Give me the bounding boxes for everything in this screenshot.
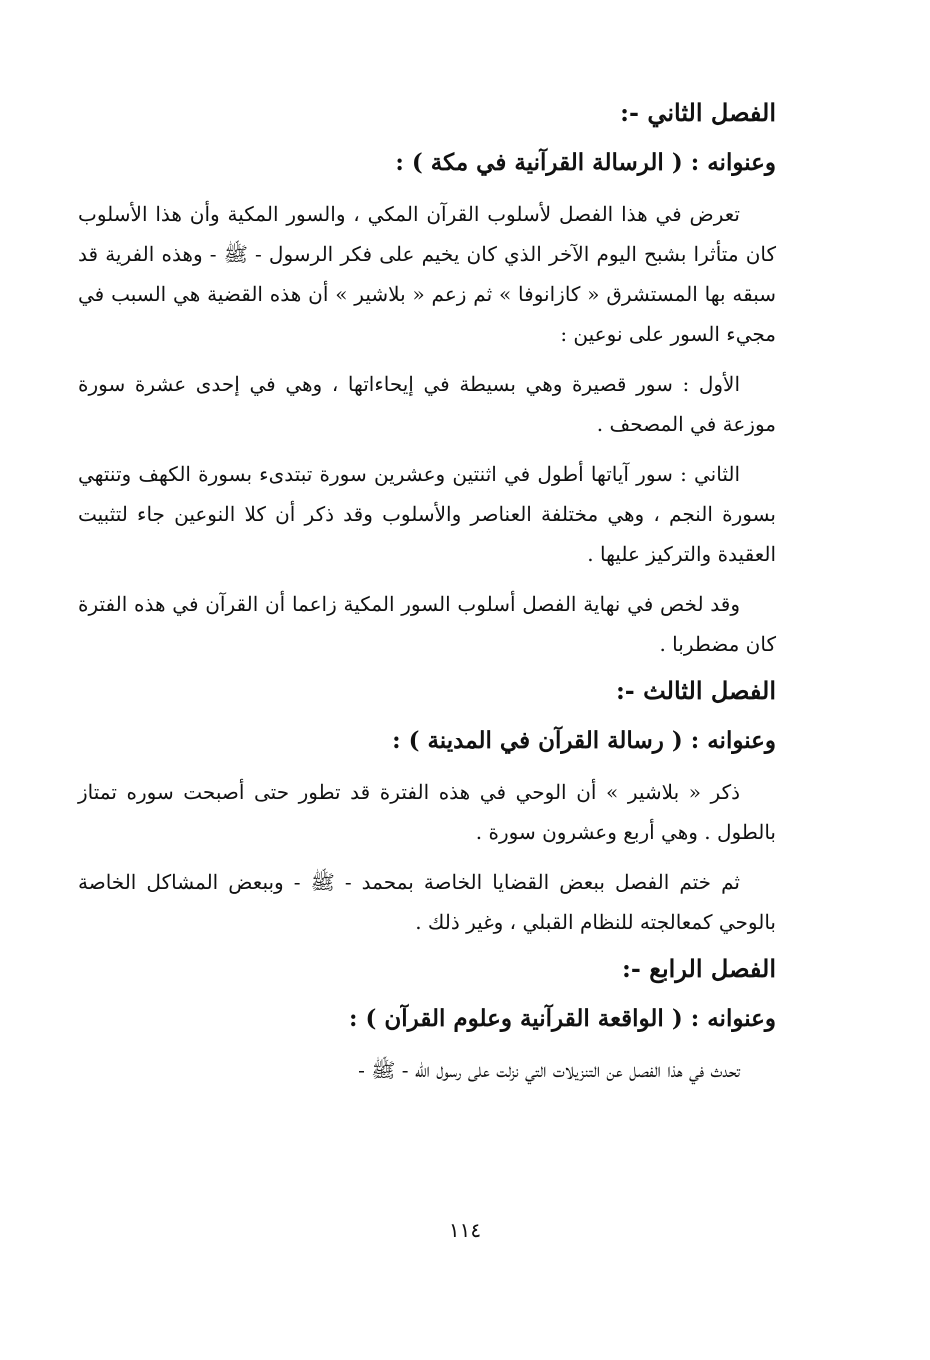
section-3 xyxy=(78,674,776,942)
paragraph: الثاني : سور آياتها أطول في اثنتين وعشرين سورة تبتدىء بسورة الكهف وتنتهي بسورة النجم ، وهي مختلفة العناصر والأسلوب وقد ذكر أن كلا النوعين جاء لتثبيت العقيدة والتركيز عليها . xyxy=(78,462,776,566)
section-heading: الفصل الرابع -: xyxy=(622,954,776,983)
paragraph: ثم ختم الفصل ببعض القضايا الخاصة بمحمد - ﷺ - وببعض المشاكل الخاصة بالوحي كمعالجته للنظام القبلي ، وغير ذلك . xyxy=(78,870,776,934)
section-heading: الفصل الثاني -: xyxy=(620,98,776,127)
document-body xyxy=(78,96,776,1100)
section-4 xyxy=(78,952,776,1090)
paragraph: تعرض في هذا الفصل لأسلوب القرآن المكي ، والسور المكية وأن هذا الأسلوب كان متأثرا بشبح اليوم الآخر الذي كان يخيم على فكر الرسول - ﷺ - وهذه الفرية قد سبقه بها المستشرق « كازانوفا » ثم زعم « بلاشير » أن هذه القضية هي السبب في مجيء السور على نوعين : xyxy=(78,202,776,346)
section-subtitle: وعنوانه : ( رسالة القرآن في المدينة ) : xyxy=(392,727,776,754)
paragraph: الأول : سور قصيرة وهي بسيطة في إيحاءاتها ، وهي في إحدى عشرة سورة موزعة في المصحف . xyxy=(78,372,776,436)
section-subtitle: وعنوانه : ( الواقعة القرآنية وعلوم القرآن ) : xyxy=(348,1005,776,1032)
section-heading: الفصل الثالث -: xyxy=(615,676,776,705)
section-2 xyxy=(78,96,776,664)
page-number: ١١٤ xyxy=(448,1218,482,1242)
section-subtitle: وعنوانه : ( الرسالة القرآنية في مكة ) : xyxy=(395,149,776,176)
paragraph: ذكر « بلاشير » أن الوحي في هذه الفترة قد تطور حتى أصبحت سوره تمتاز بالطول . وهي أربع وعشرون سورة . xyxy=(78,780,776,844)
paragraph: وقد لخص في نهاية الفصل أسلوب السور المكية زاعما أن القرآن في هذه الفترة كان مضطربا . xyxy=(78,592,776,656)
paragraph: تحدث في هذا الفصل عن التنزيلات التي نزلت على رسول الله - ﷺ - xyxy=(358,1058,740,1082)
